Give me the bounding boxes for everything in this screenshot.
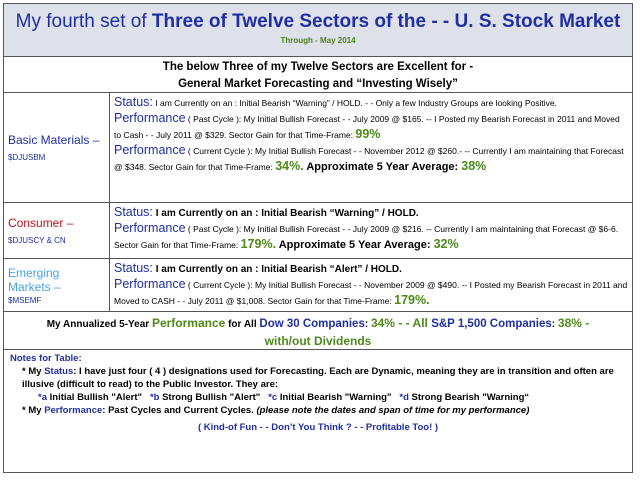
sector-name-cell <box>4 93 110 202</box>
page-title: My fourth set of Three of Twelve Sectors of the - - U. S. Stock Market <box>15 11 621 32</box>
status-line: Status: I am Currently on an : Initial Bearish “Warning” / HOLD. - - Only a few Industry Groups are looking Positive. <box>114 95 557 109</box>
closing-remark: ( Kind-of Fun - - Don’t You Think ? - - Profitable Too! ) <box>197 422 439 433</box>
notes-status: * My Status: I have just four ( 4 ) designations used for Forecasting. Each are Dynamic, meaning they are in transition and often are illusive (difficult to read) to the Public Investor. They are: <box>22 366 614 390</box>
table-frame <box>3 3 633 473</box>
date-subtitle: Through - May 2014 <box>280 36 356 45</box>
performance-past-line: Performance ( Past Cycle ): My Initial Bullish Forecast - - July 2009 @ $216. -- Currently I am maintaining that Forecast @ $6-6. Sector Gain for that Time-Frame: 179%. Approximate 5 Year Average: 32% <box>114 221 619 251</box>
sector-name: Basic Materials – <box>8 133 100 147</box>
sector-details-cell <box>110 259 632 311</box>
notes-title: Notes for Table: <box>10 353 82 364</box>
status-line: Status: I am Currently on an : Initial Bearish “Alert” / HOLD. <box>114 261 402 275</box>
title-row <box>4 4 632 57</box>
sector-row-basic-materials <box>4 93 632 203</box>
sector-name: Consumer – <box>8 216 74 230</box>
sector-ticker: $DJUSCY & CN <box>8 236 66 245</box>
sector-ticker: $MSEMF <box>8 295 42 305</box>
sector-row-consumer <box>4 203 632 259</box>
sector-details-cell <box>110 93 632 202</box>
intro-row: The below Three of my Twelve Sectors are Excellent for - General Market Forecasting and “Investing Wisely” <box>4 57 632 93</box>
annual-performance-row: My Annualized 5-Year Performance for All Dow 30 Companies: 34% - - All S&P 1,500 Companies: 38% - with/out Dividends <box>4 312 632 350</box>
sector-name: Emerging Markets – <box>8 265 61 294</box>
status-line: Status: I am Currently on an : Initial Bearish “Warning” / HOLD. <box>114 205 419 219</box>
dividends-note: with/out Dividends <box>264 334 372 348</box>
sector-name-cell <box>4 259 110 311</box>
performance-current-line: Performance ( Current Cycle ): My Initial Bullish Forecast - - November 2009 @ $490. -- I Posted my Bearish Forecast in 2011 and Moved to CASH - - July 2011 @ $1,008. Sector Gain for that Time-Frame: 179%. <box>114 277 628 307</box>
notes-section <box>4 350 632 436</box>
sector-ticker: $DJUSBM <box>8 153 46 162</box>
sector-name-cell <box>4 203 110 258</box>
performance-current-line: Performance ( Current Cycle ): My Initial Bullish Forecast - - November 2012 @ $260.- -- Currently I am maintaining that Forecast @ $348. Sector Gain for that Time-Frame: 34%. Approximate 5 Year Average: 38% <box>114 143 624 173</box>
designations-list: *a Initial Bullish "Alert" *b Strong Bullish "Alert" *c Initial Bearish "Warning" *d Strong Bearish "Warning“ <box>38 392 530 403</box>
sector-details-cell <box>110 203 632 258</box>
notes-performance: * My Performance: Past Cycles and Current Cycles. (please note the dates and span of time for my performance) <box>22 405 530 416</box>
performance-past-line: Performance ( Past Cycle ): My Initial Bullish Forecast - - July 2009 @ $165. -- I Posted my Bearish Forecast in 2011 and Moved to Cash - - July 2011 @ $329. Sector Gain for that Time-Frame: 99% <box>114 111 620 141</box>
sector-row-emerging-markets <box>4 259 632 312</box>
